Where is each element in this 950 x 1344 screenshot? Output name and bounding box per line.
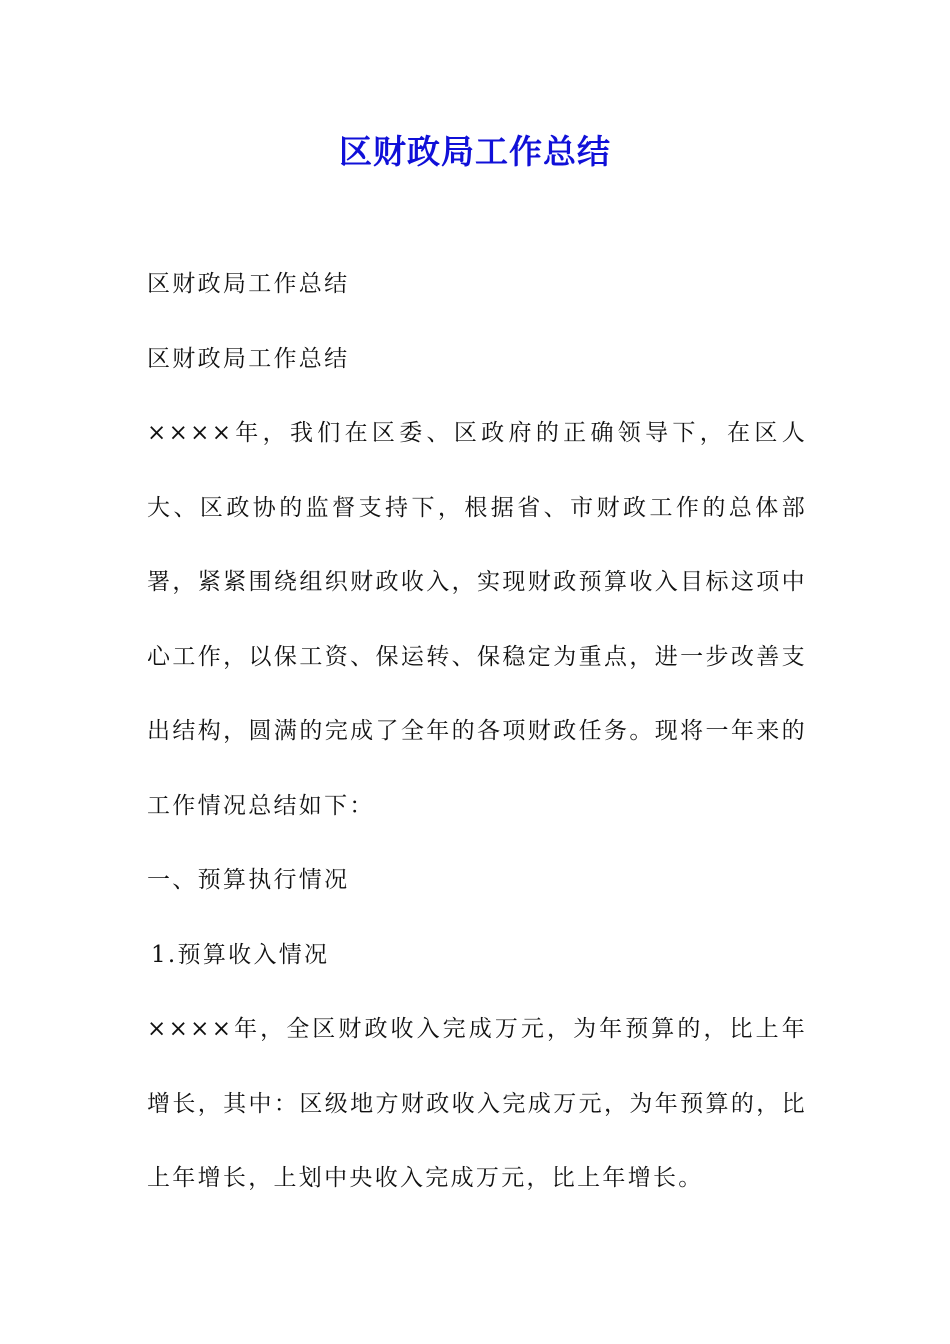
- document-title: 区财政局工作总结: [339, 132, 611, 171]
- paragraph-heading-repeat-2: 区财政局工作总结: [147, 345, 350, 372]
- paragraph-heading-repeat-1: 区财政局工作总结: [147, 271, 350, 297]
- section-heading-budget-execution: 一、预算执行情况: [147, 867, 350, 893]
- paragraph-intro: ××××年，我们在区委、区政府的正确领导下，在区人大、区政协的监督支持下，根据省、市财政工作的总体部署，紧紧围绕组织财政收入，实现财政预算收入目标这项中心工作，以保工资、保运转、保稳定为重点，进一步改善支出结构，圆满的完成了全年的各项财政任务。现将一年来的工作情况总结如下：: [147, 420, 807, 819]
- document-body: [147, 247, 807, 1216]
- paragraph-budget-revenue: ××××年，全区财政收入完成万元，为年预算的，比上年增长，其中：区级地方财政收入完成万元，为年预算的，比上年增长，上划中央收入完成万元，比上年增长。: [147, 1016, 807, 1191]
- subsection-heading-budget-revenue: 1.预算收入情况: [151, 941, 330, 968]
